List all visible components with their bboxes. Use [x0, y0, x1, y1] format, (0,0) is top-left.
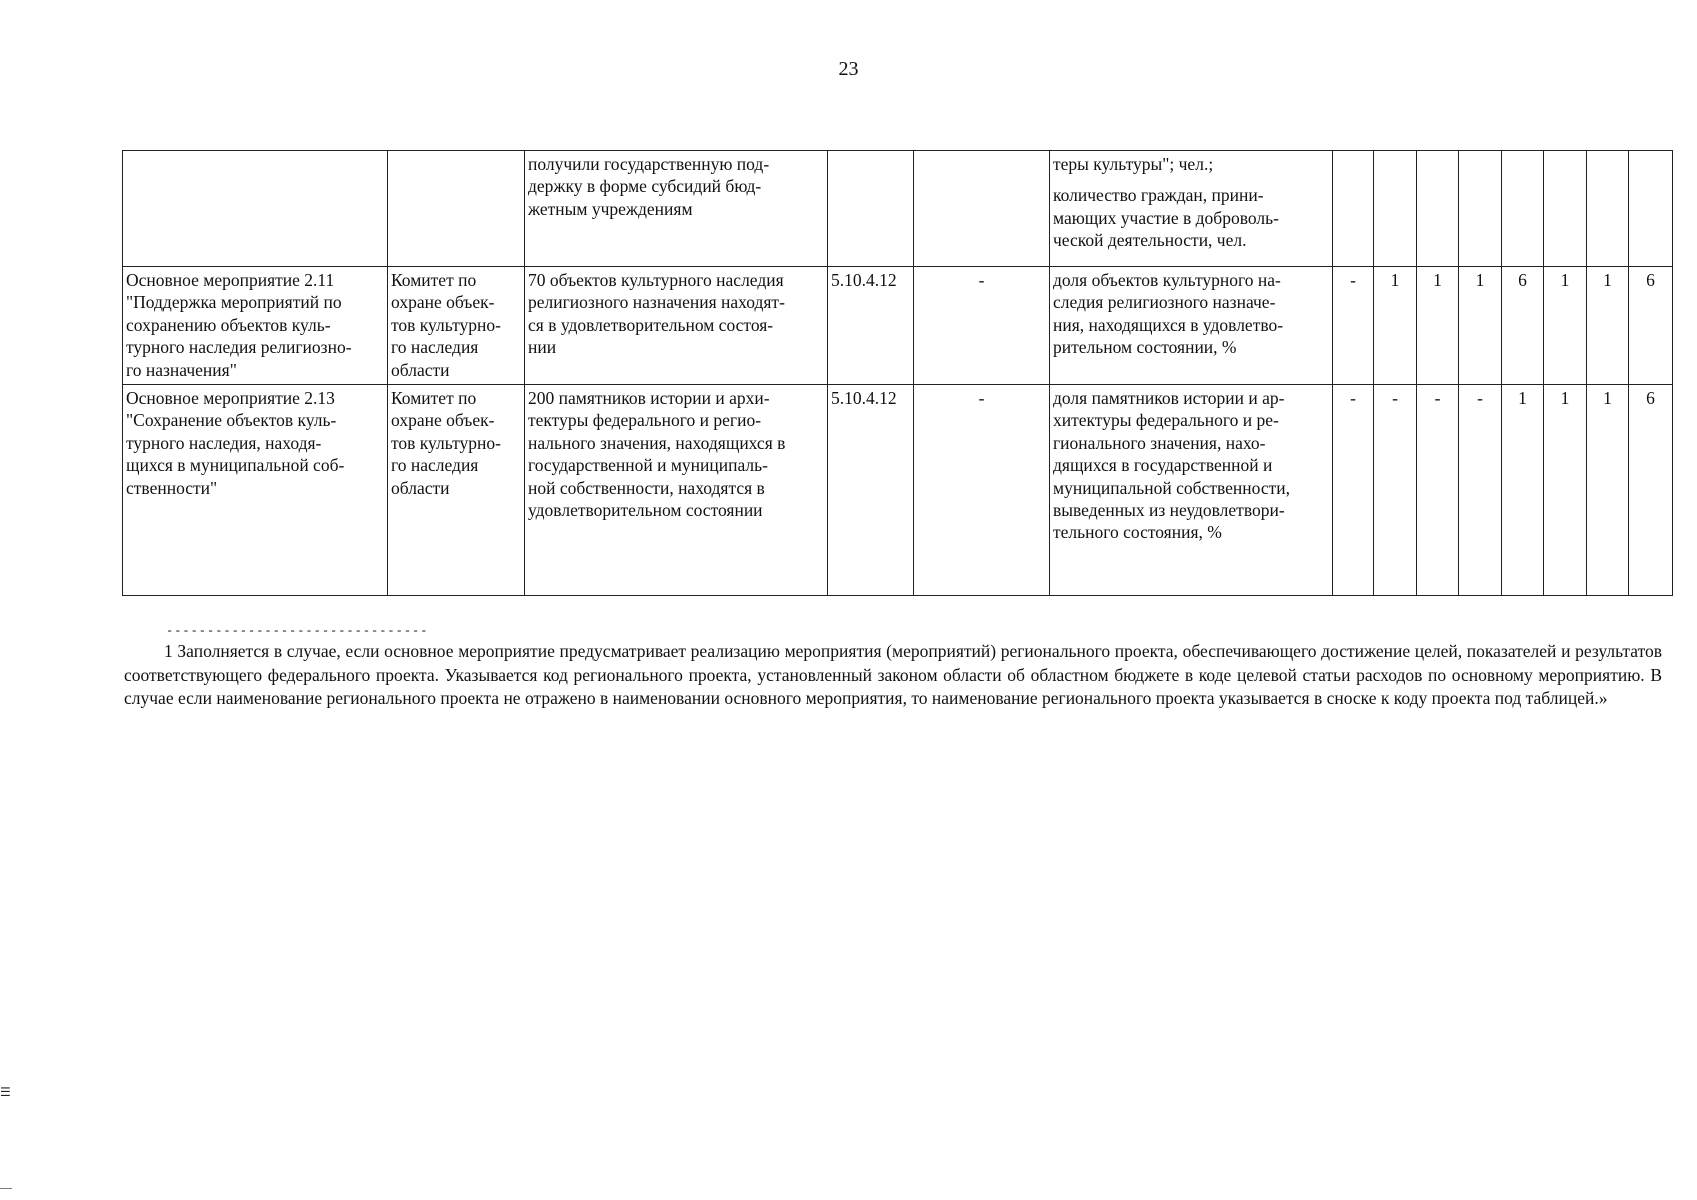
- value-cell: 1: [1544, 384, 1587, 595]
- footnote-separator: --------------------------------: [166, 624, 429, 638]
- footnote-text: 1 Заполняется в случае, если основное мероприятие предусматривает реализацию мероприятия (мероприятий) регионального проекта, обеспечивающего достижение целей, показателей и результатов соответствующего федерального проекта. Указывается код регионального проекта, установленный законом области об областном бюджете в коде целевой статьи расходов по основному мероприятию. В случае если наименование регионального проекта не отражено в наименовании основного мероприятия, то наименование регионального проекта указывается в сноске к коду проекта под таблицей.»: [124, 641, 1662, 709]
- value-cell: [1544, 151, 1587, 267]
- page-number: 23: [838, 58, 859, 80]
- measures-table: [122, 150, 1673, 596]
- executor-cell: Комитет по охране объек- тов культурно- го наследия области: [388, 384, 525, 595]
- indicator-text: доля памятников истории и ар- хитектуры федерального и ре- гионального значения, нахо- дящихся в государственной и муниципальной собственности, выведенных из неудовлетвори- тельного состояния, %: [1053, 387, 1290, 543]
- table-row: [123, 151, 1673, 267]
- code-cell: 5.10.4.12: [828, 384, 914, 595]
- value-cell: -: [1374, 384, 1417, 595]
- indicator-cell: [1050, 267, 1333, 385]
- value-cell: -: [1417, 384, 1459, 595]
- value-cell: 6: [1629, 267, 1673, 385]
- measure-cell: Основное мероприятие 2.13 "Сохранение объектов куль- турного наследия, находя- щихся в муниципальной соб- ственности": [123, 384, 388, 595]
- value-cell: [1629, 151, 1673, 267]
- value-cell: [1333, 151, 1374, 267]
- value-cell: [1587, 151, 1629, 267]
- value-cell: 1: [1587, 384, 1629, 595]
- executor-cell: [388, 151, 525, 267]
- result-cell: 70 объектов культурного наследия религиозного назначения находят- ся в удовлетворительном состоя- нии: [525, 267, 828, 385]
- value-cell: 6: [1502, 267, 1544, 385]
- code-cell: [828, 151, 914, 267]
- value-cell: 1: [1544, 267, 1587, 385]
- value-cell: -: [1333, 384, 1374, 595]
- value-cell: 1: [1459, 267, 1502, 385]
- value-cell: 1: [1374, 267, 1417, 385]
- project-cell: [914, 151, 1050, 267]
- code-cell: 5.10.4.12: [828, 267, 914, 385]
- indicator-text: доля объектов культурного на- следия религиозного назначе- ния, находящихся в удовлетво- рительном состоянии, %: [1053, 270, 1284, 358]
- table-row: [123, 384, 1673, 595]
- indicator-cell: [1050, 384, 1333, 595]
- indicator-cell: [1050, 151, 1333, 267]
- result-cell: получили государственную под- держку в форме субсидий бюд- жетным учреждениям: [525, 151, 828, 267]
- indicator-text: теры культуры"; чел.;: [1053, 154, 1214, 174]
- indicator-text: количество граждан, прини- мающих участие в доброволь- ческой деятельности, чел.: [1053, 185, 1279, 251]
- project-cell: -: [914, 267, 1050, 385]
- measure-cell: [123, 151, 388, 267]
- value-cell: -: [1459, 384, 1502, 595]
- margin-mark-bottom: —: [0, 1180, 12, 1194]
- value-cell: [1459, 151, 1502, 267]
- value-cell: 1: [1502, 384, 1544, 595]
- project-cell: -: [914, 384, 1050, 595]
- margin-mark-top: ☰: [0, 1085, 11, 1099]
- value-cell: 1: [1587, 267, 1629, 385]
- table-row: [123, 267, 1673, 385]
- value-cell: [1417, 151, 1459, 267]
- value-cell: [1502, 151, 1544, 267]
- table-body: [123, 151, 1673, 596]
- value-cell: 6: [1629, 384, 1673, 595]
- result-cell: 200 памятников истории и архи- тектуры федерального и регио- нального значения, находящихся в государственной и муниципаль- ной собственности, находятся в удовлетворительном состоянии: [525, 384, 828, 595]
- executor-cell: Комитет по охране объек- тов культурно- го наследия области: [388, 267, 525, 385]
- value-cell: [1374, 151, 1417, 267]
- value-cell: 1: [1417, 267, 1459, 385]
- value-cell: -: [1333, 267, 1374, 385]
- measure-cell: Основное мероприятие 2.11 "Поддержка мероприятий по сохранению объектов куль- турного наследия религиозно- го назначения": [123, 267, 388, 385]
